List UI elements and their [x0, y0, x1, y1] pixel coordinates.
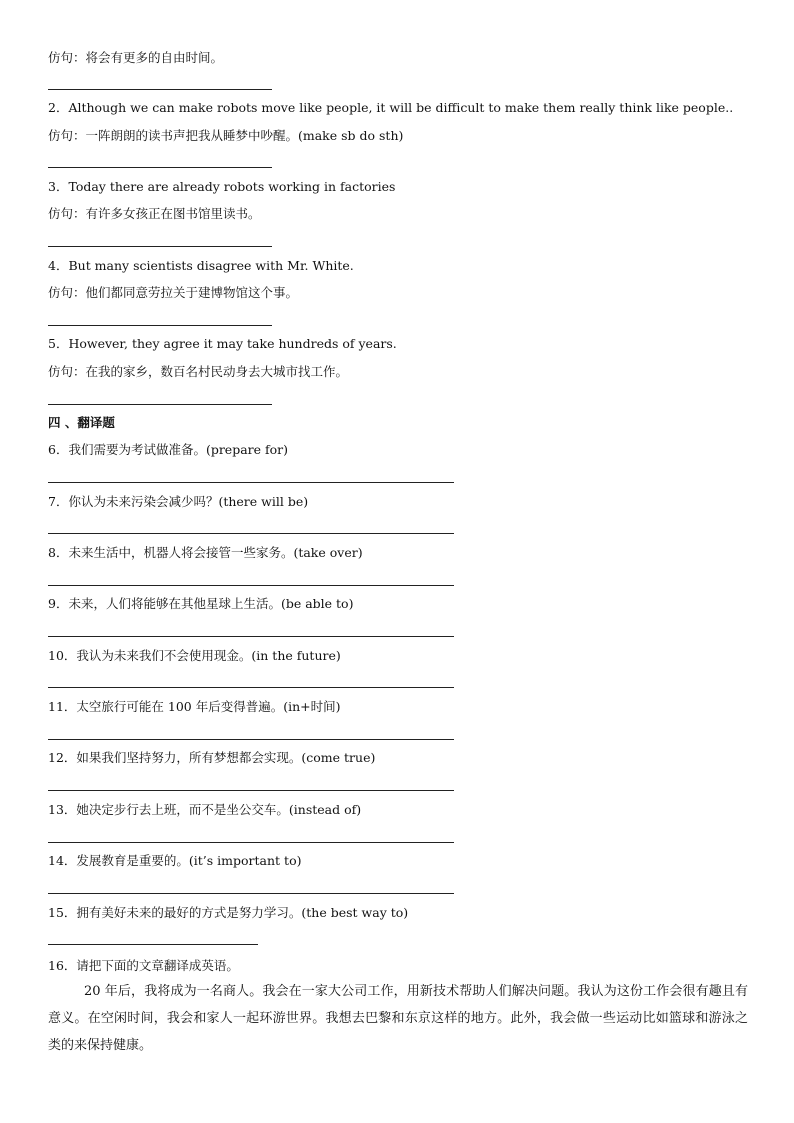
translation-passage: 20 年后，我将成为一名商人。我会在一家大公司工作，用新技术帮助人们解决问题。我认为这份工作会很有趣且有意义。在空闲时间，我会和家人一起环游世界。我想去巴黎和东京这样的地方。此外，我会做一些运动比如篮球和游泳之类的来保持健康。	[48, 984, 748, 1053]
imitation-sentence-5: 5．However, they agree it may take hundreds of years.	[48, 336, 397, 351]
imitation-prompt-1: 仿句：将会有更多的自由时间。	[48, 50, 224, 65]
answer-line[interactable]	[48, 842, 454, 843]
imitation-sentence-3: 3．Today there are already robots working in factories	[48, 179, 396, 194]
section-heading: 四 、翻译题	[48, 415, 115, 430]
answer-line[interactable]	[48, 636, 454, 637]
answer-line[interactable]	[48, 167, 272, 168]
question-6: 6．我们需要为考试做准备。(prepare for)	[48, 442, 289, 457]
question-11: 11．太空旅行可能在 100 年后变得普遍。(in+时间)	[48, 699, 341, 714]
imitation-prompt-5: 仿句：在我的家乡，数百名村民动身去大城市找工作。	[48, 364, 349, 379]
question-13: 13．她决定步行去上班，而不是坐公交车。(instead of)	[48, 802, 362, 817]
question-15: 15．拥有美好未来的最好的方式是努力学习。(the best way to)	[48, 905, 409, 920]
question-10: 10．我认为未来我们不会使用现金。(in the future)	[48, 648, 341, 663]
answer-line[interactable]	[48, 246, 272, 247]
question-14: 14．发展教育是重要的。(it’s important to)	[48, 853, 302, 868]
answer-line[interactable]	[48, 404, 272, 405]
answer-line[interactable]	[48, 325, 272, 326]
question-8: 8．未来生活中，机器人将会接管一些家务。(take over)	[48, 545, 363, 560]
imitation-prompt-4: 仿句：他们都同意劳拉关于建博物馆这个事。	[48, 285, 299, 300]
answer-line[interactable]	[48, 89, 272, 90]
answer-line[interactable]	[48, 533, 454, 534]
answer-line[interactable]	[48, 585, 454, 586]
answer-line[interactable]	[48, 790, 454, 791]
imitation-prompt-2: 仿句：一阵朗朗的读书声把我从睡梦中吵醒。(make sb do sth)	[48, 128, 404, 143]
answer-line[interactable]	[48, 893, 454, 894]
imitation-sentence-4: 4．But many scientists disagree with Mr. White.	[48, 258, 354, 273]
imitation-sentence-2: 2．Although we can make robots move like people, it will be difficult to make them really think like people..	[48, 100, 734, 115]
question-9: 9．未来，人们将能够在其他星球上生活。(be able to)	[48, 596, 354, 611]
answer-line[interactable]	[48, 944, 258, 945]
question-12: 12．如果我们坚持努力，所有梦想都会实现。(come true)	[48, 750, 376, 765]
question-16: 16．请把下面的文章翻译成英语。	[48, 958, 239, 973]
imitation-prompt-3: 仿句：有许多女孩正在图书馆里读书。	[48, 206, 261, 221]
answer-line[interactable]	[48, 739, 454, 740]
answer-line[interactable]	[48, 687, 454, 688]
answer-line[interactable]	[48, 482, 454, 483]
question-7: 7．你认为未来污染会减少吗？(there will be)	[48, 494, 309, 509]
